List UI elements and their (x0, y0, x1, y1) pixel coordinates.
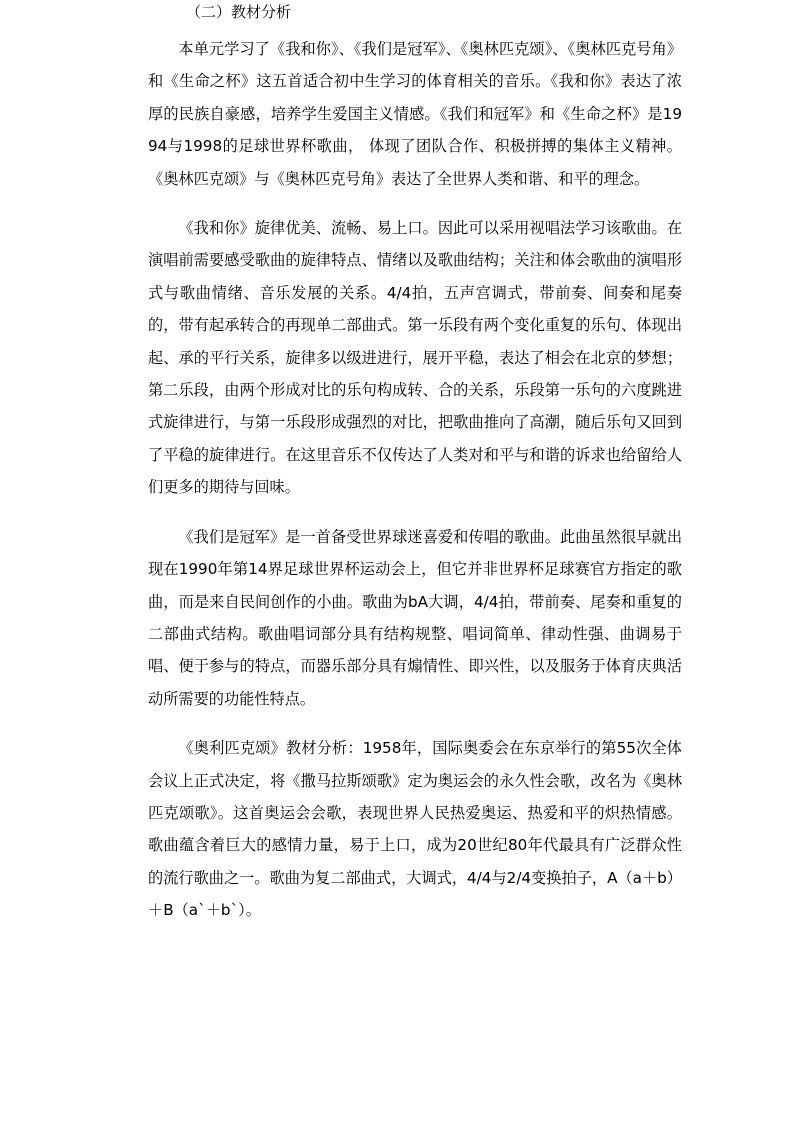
body-text (148, 33, 682, 944)
section-heading: （二）教材分析 (186, 3, 292, 21)
paragraph-me-and-you: 《我和你》旋律优美、流畅、易上口。因此可以采用视唱法学习该歌曲。在演唱前需要感受歌曲的旋律特点、情绪以及歌曲结构；关注和体会歌曲的演唱形式与歌曲情绪、音乐发展的关系。4/4拍，五声宫调式，带前奏、间奏和尾奏的，带有起承转合的再现单二部曲式。第一乐段有两个变化重复的乐句、体现出起、承的平行关系，旋律多以级进进行，展开平稳，表达了相会在北京的梦想；第二乐段，由两个形成对比的乐句构成转、合的关系，乐段第一乐句的六度跳进式旋律进行，与第一乐段形成强烈的对比，把歌曲推向了高潮，随后乐句又回到了平稳的旋律进行。在这里音乐不仅传达了人类对和平与和谐的诉求也给留给人们更多的期待与回味。 (148, 219, 682, 497)
paragraph-olympic-hymn: 《奥利匹克颂》教材分析：1958年，国际奥委会在东京举行的第55次全体会议上正式决定，将《撒马拉斯颂歌》定为奥运会的永久性会歌，改名为《奥林匹克颂歌》。这首奥运会会歌，表现世界人民热爱奥运、热爱和平的炽热情感。歌曲蕴含着巨大的感情力量，易于上口，成为20世纪80年代最具有广泛群众性的流行歌曲之一。歌曲为复二部曲式，大调式，4/4与2/4变换拍子，A（a＋b）＋B（a`＋b`）。 (148, 739, 682, 920)
paragraph-unit-overview: 本单元学习了《我和你》、《我们是冠军》、《奥林匹克颂》、《奥林匹克号角》和《生命之杯》这五首适合初中生学习的体育相关的音乐。《我和你》表达了浓厚的民族自豪感，培养学生爱国主义情感。《我们和冠军》和《生命之杯》是1994与1998的足球世界杯歌曲， 体现了团队合作、积极拼搏的集体主义精神。《奥林匹克颂》与《奥林匹克号角》表达了全世界人类和谐、和平的理念。 (148, 40, 682, 188)
paragraph-we-are-the-champions: 《我们是冠军》是一首备受世界球迷喜爱和传唱的歌曲。此曲虽然很早就出现在1990年第14界足球世界杯运动会上，但它并非世界杯足球赛官方指定的歌曲，而是来自民间创作的小曲。歌曲为bA大调，4/4拍，带前奏、尾奏和重复的二部曲式结构。歌曲唱词部分具有结构规整、唱词简单、律动性强、曲调易于唱、便于参与的特点，而器乐部分具有煽情性、即兴性，以及服务于体育庆典活动所需要的功能性特点。 (148, 527, 682, 708)
